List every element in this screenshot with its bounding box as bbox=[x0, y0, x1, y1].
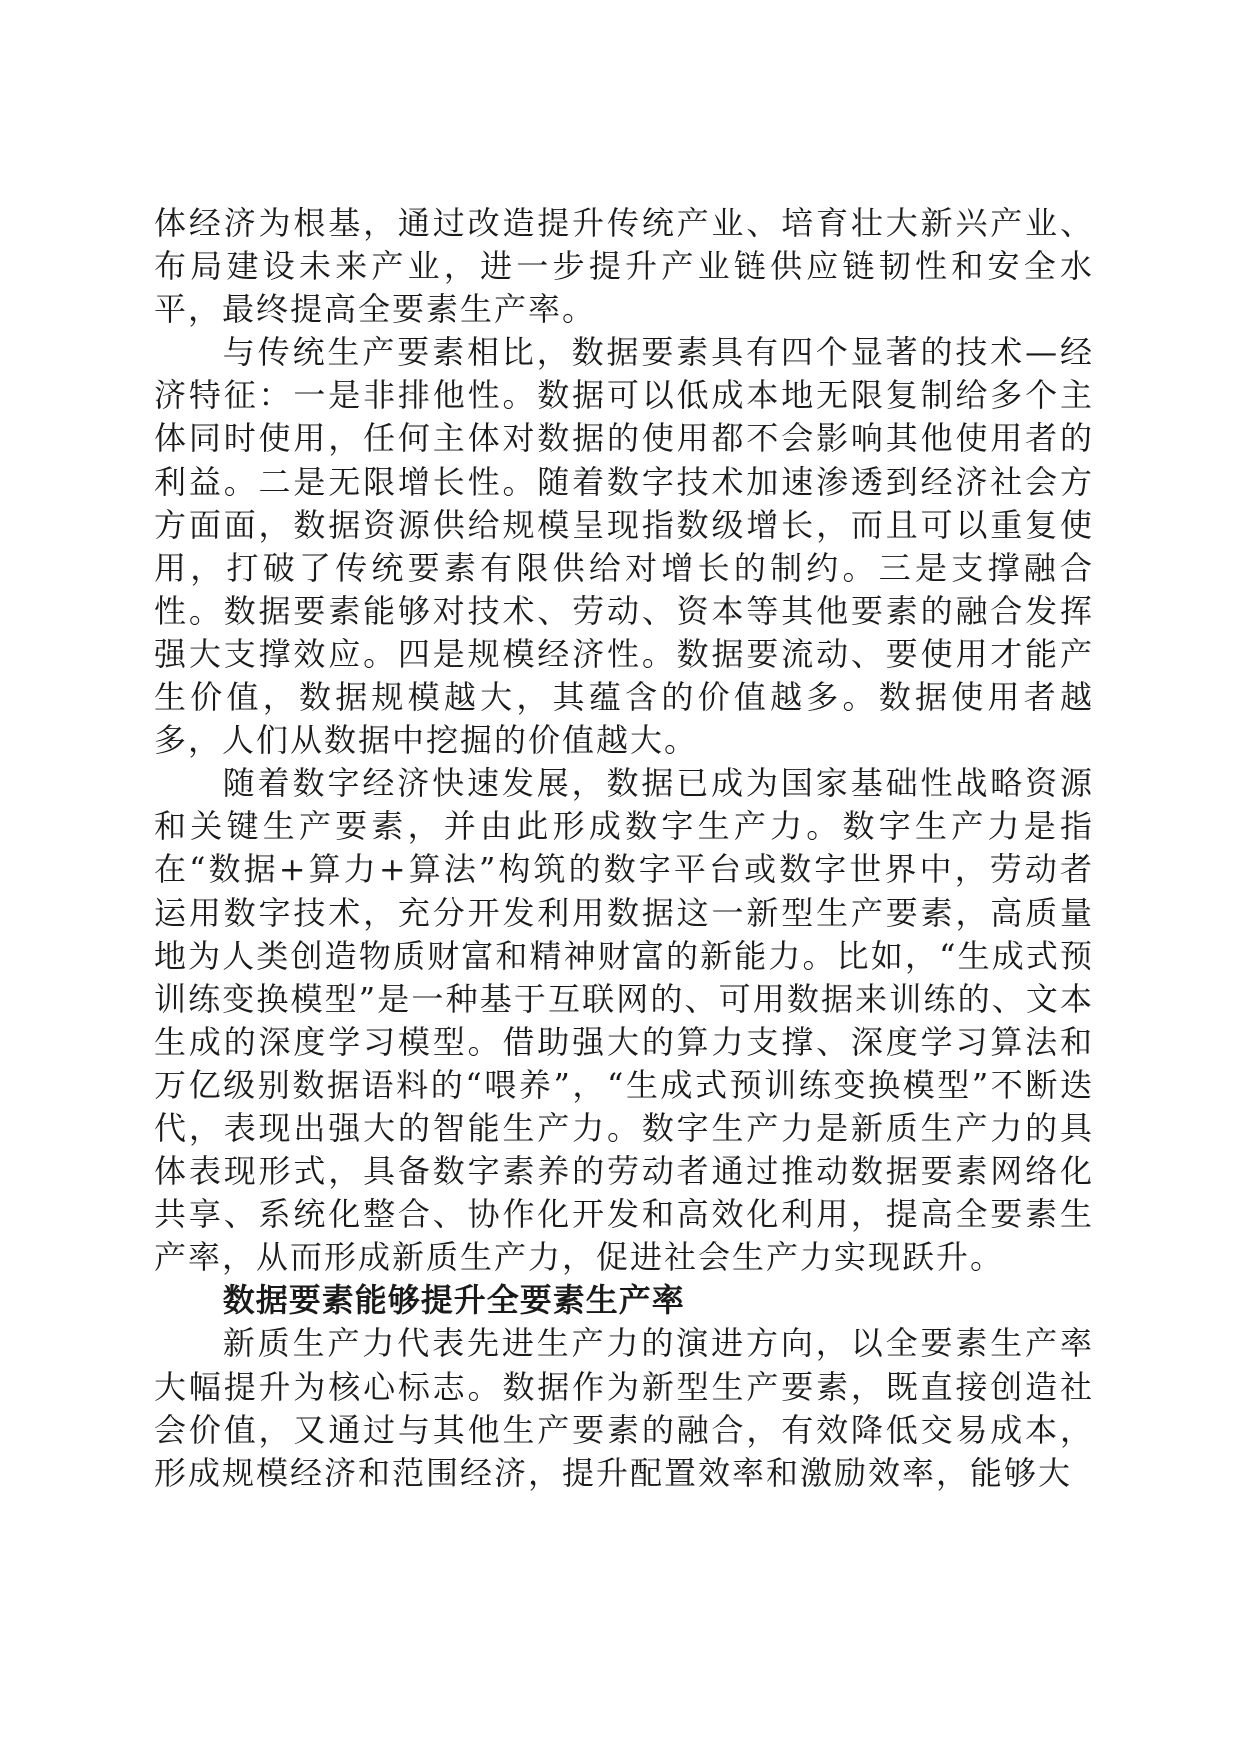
document-body bbox=[154, 202, 1094, 1495]
section-heading: 数据要素能够提升全要素生产率 bbox=[222, 1281, 685, 1320]
paragraph-digital-productivity: 随着数字经济快速发展，数据已成为国家基础性战略资源和关键生产要素，并由此形成数字生产力。数字生产力是指在“数据+算力+算法”构筑的数字平台或数字世界中，劳动者运用数字技术，充分开发利用数据这一新型生产要素，高质量地为人类创造物质财富和精神财富的新能力。比如，“生成式预训练变换模型”是一种基于互联网的、可用数据来训练的、文本生成的深度学习模型。借助强大的算力支撑、深度学习算法和万亿级别数据语料的“喂养”，“生成式预训练变换模型”不断迭代，表现出强大的智能生产力。数字生产力是新质生产力的具体表现形式，具备数字素养的劳动者通过推动数据要素网络化共享、系统化整合、协作化开发和高效化利用，提高全要素生产率，从而形成新质生产力，促进社会生产力实现跃升。 bbox=[154, 764, 1094, 1277]
paragraph-continuation: 体经济为根基，通过改造提升传统产业、培育壮大新兴产业、布局建设未来产业，进一步提升产业链供应链韧性和安全水平，最终提高全要素生产率。 bbox=[154, 204, 1094, 329]
paragraph-data-element-features: 与传统生产要素相比，数据要素具有四个显著的技术—经济特征：一是非排他性。数据可以低成本地无限复制给多个主体同时使用，任何主体对数据的使用都不会影响其他使用者的利益。二是无限增长性。随着数字技术加速渗透到经济社会方方面面，数据资源供给规模呈现指数级增长，而且可以重复使用，打破了传统要素有限供给对增长的制约。三是支撑融合性。数据要素能够对技术、劳动、资本等其他要素的融合发挥强大支撑效应。四是规模经济性。数据要流动、要使用才能产生价值，数据规模越大，其蕴含的价值越多。数据使用者越多，人们从数据中挖掘的价值越大。 bbox=[154, 333, 1094, 760]
paragraph-total-factor-productivity: 新质生产力代表先进生产力的演进方向，以全要素生产率大幅提升为核心标志。数据作为新型生产要素，既直接创造社会价值，又通过与其他生产要素的融合，有效降低交易成本，形成规模经济和范围经济，提升配置效率和激励效率，能够大 bbox=[154, 1324, 1094, 1492]
